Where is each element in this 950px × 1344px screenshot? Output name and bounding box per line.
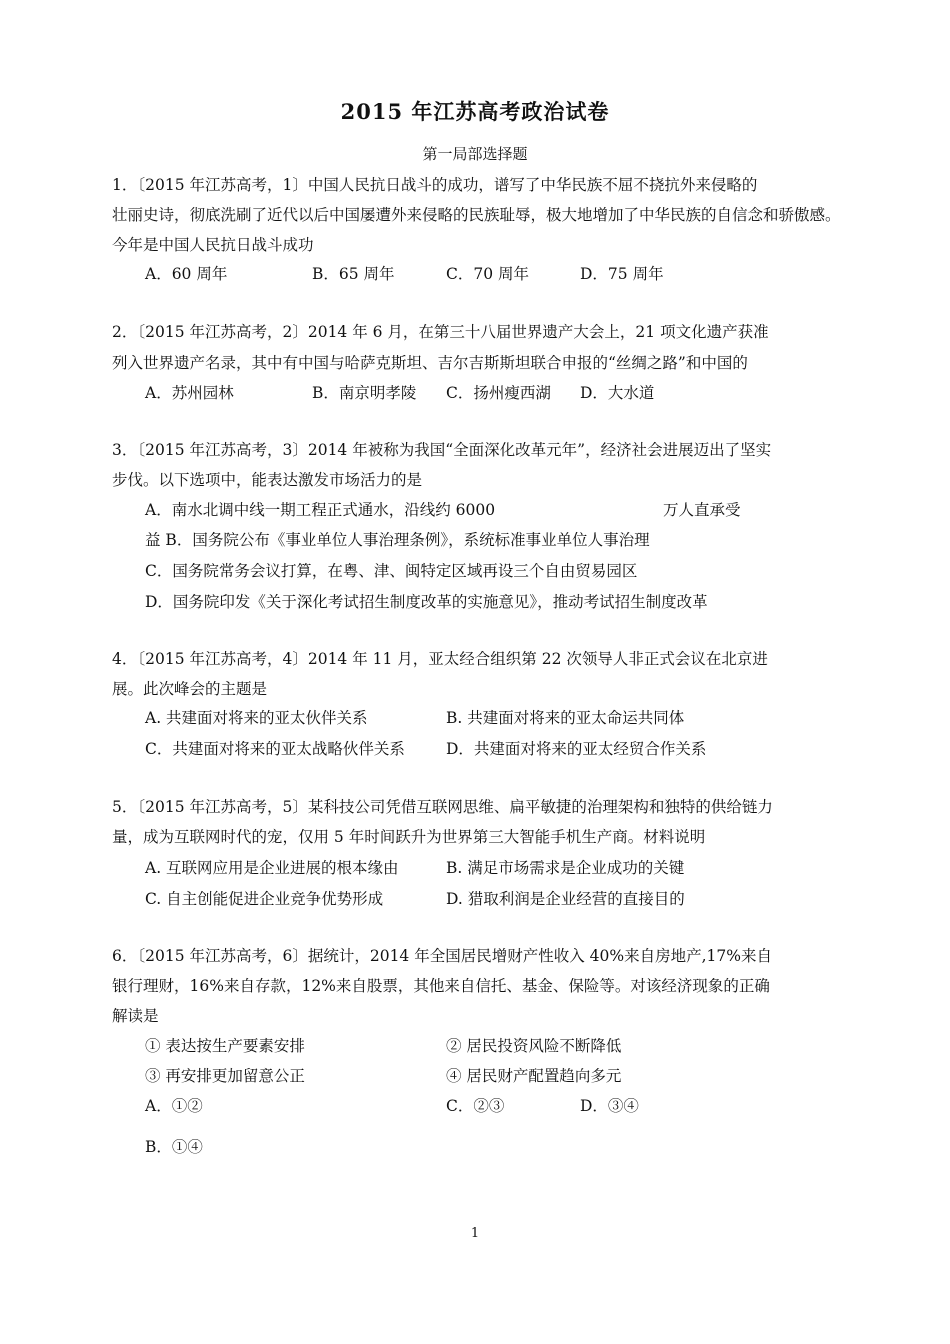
q1-line-3: 今年是中国人民抗日战斗成功 [112, 236, 314, 254]
q2-option-b: B．南京明孝陵 [312, 384, 417, 402]
q5-option-b: B. 满足市场需求是企业成功的关键 [446, 859, 685, 877]
q6-option-d: D．③④ [580, 1097, 639, 1115]
q6-option-a: A．①② [145, 1097, 203, 1115]
q5-option-c: C. 自主创能促进企业竞争优势形成 [145, 890, 384, 908]
q2-line-1: 2．〔2015 年江苏高考，2〕2014 年 6 月，在第三十八届世界遗产大会上，21 项文化遗产获准 [112, 323, 769, 341]
q4-option-a: A. 共建面对将来的亚太伙伴关系 [145, 709, 368, 727]
q1-option-a: A．60 周年 [145, 265, 228, 283]
q2-option-a: A．苏州园林 [145, 384, 234, 402]
q3-option-c: C．国务院常务会议打算，在粤、津、闽特定区域再设三个自由贸易园区 [145, 562, 638, 580]
q3-line-2: 步伐。以下选项中，能表达激发市场活力的是 [112, 471, 423, 489]
q1-option-c: C．70 周年 [446, 265, 530, 283]
q6-line-3: 解读是 [112, 1007, 159, 1025]
q2-option-c: C．扬州瘦西湖 [446, 384, 551, 402]
q3-option-a-part1: A．南水北调中线一期工程正式通水，沿线约 6000 [145, 501, 496, 519]
q1-line-1: 1．〔2015 年江苏高考，1〕中国人民抗日战斗的成功，谱写了中华民族不屈不挠抗外来侵略的 [112, 176, 758, 194]
q6-option-c: C．②③ [446, 1097, 505, 1115]
q2-option-d: D．大水道 [580, 384, 655, 402]
q3-option-d: D．国务院印发《关于深化考试招生制度改革的实施意见》，推动考试招生制度改革 [145, 593, 708, 611]
page-number: 1 [470, 1226, 480, 1241]
q5-option-d: D. 猎取利润是企业经营的直接目的 [446, 890, 685, 908]
q5-line-1: 5．〔2015 年江苏高考，5〕某科技公司凭借互联网思维、扁平敏捷的治理架构和独特的供给链力 [112, 798, 773, 816]
q4-line-2: 展。此次峰会的主题是 [112, 680, 268, 698]
q3-option-b: 益 B．国务院公布《事业单位人事治理条例》，系统标准事业单位人事治理 [145, 531, 650, 549]
q1-option-b: B．65 周年 [312, 265, 395, 283]
q6-item-2: ② 居民投资风险不断降低 [446, 1037, 622, 1055]
q3-option-a-part2: 万人直承受 [663, 501, 741, 519]
q6-line-2: 银行理财，16%来自存款，12%来自股票，其他来自信托、基金、保险等。对该经济现象的正确 [112, 977, 770, 995]
q4-line-1: 4．〔2015 年江苏高考，4〕2014 年 11 月，亚太经合组织第 22 次领导人非正式会议在北京进 [112, 650, 768, 668]
section-heading: 第一局部选择题 [422, 145, 528, 163]
q6-item-4: ④ 居民财产配置趋向多元 [446, 1067, 622, 1085]
q6-item-3: ③ 再安排更加留意公正 [145, 1067, 305, 1085]
q4-option-c: C．共建面对将来的亚太战略伙伴关系 [145, 740, 405, 758]
q6-line-1: 6．〔2015 年江苏高考，6〕据统计，2014 年全国居民增财产性收入 40%来自房地产,17%来自 [112, 947, 772, 965]
q4-option-d: D．共建面对将来的亚太经贸合作关系 [446, 740, 707, 758]
q2-line-2: 列入世界遗产名录，其中有中国与哈萨克斯坦、吉尔吉斯斯坦联合申报的“丝绸之路”和中国的 [112, 354, 748, 372]
q5-line-2: 量，成为互联网时代的宠，仅用 5 年时间跃升为世界第三大智能手机生产商。材料说明 [112, 828, 706, 846]
q1-line-2: 壮丽史诗，彻底洗刷了近代以后中国屡遭外来侵略的民族耻辱，极大地增加了中华民族的自信念和骄傲感。 [112, 206, 841, 224]
q4-option-b: B. 共建面对将来的亚太命运共同体 [446, 709, 685, 727]
q1-option-d: D．75 周年 [580, 265, 664, 283]
q5-option-a: A. 互联网应用是企业进展的根本缘由 [145, 859, 399, 877]
q6-option-b: B．①④ [145, 1138, 203, 1156]
q6-item-1: ① 表达按生产要素安排 [145, 1037, 305, 1055]
page-title: 2015 年江苏高考政治试卷 [340, 99, 610, 124]
q3-line-1: 3．〔2015 年江苏高考，3〕2014 年被称为我国“全面深化改革元年”，经济社会进展迈出了坚实 [112, 441, 772, 459]
